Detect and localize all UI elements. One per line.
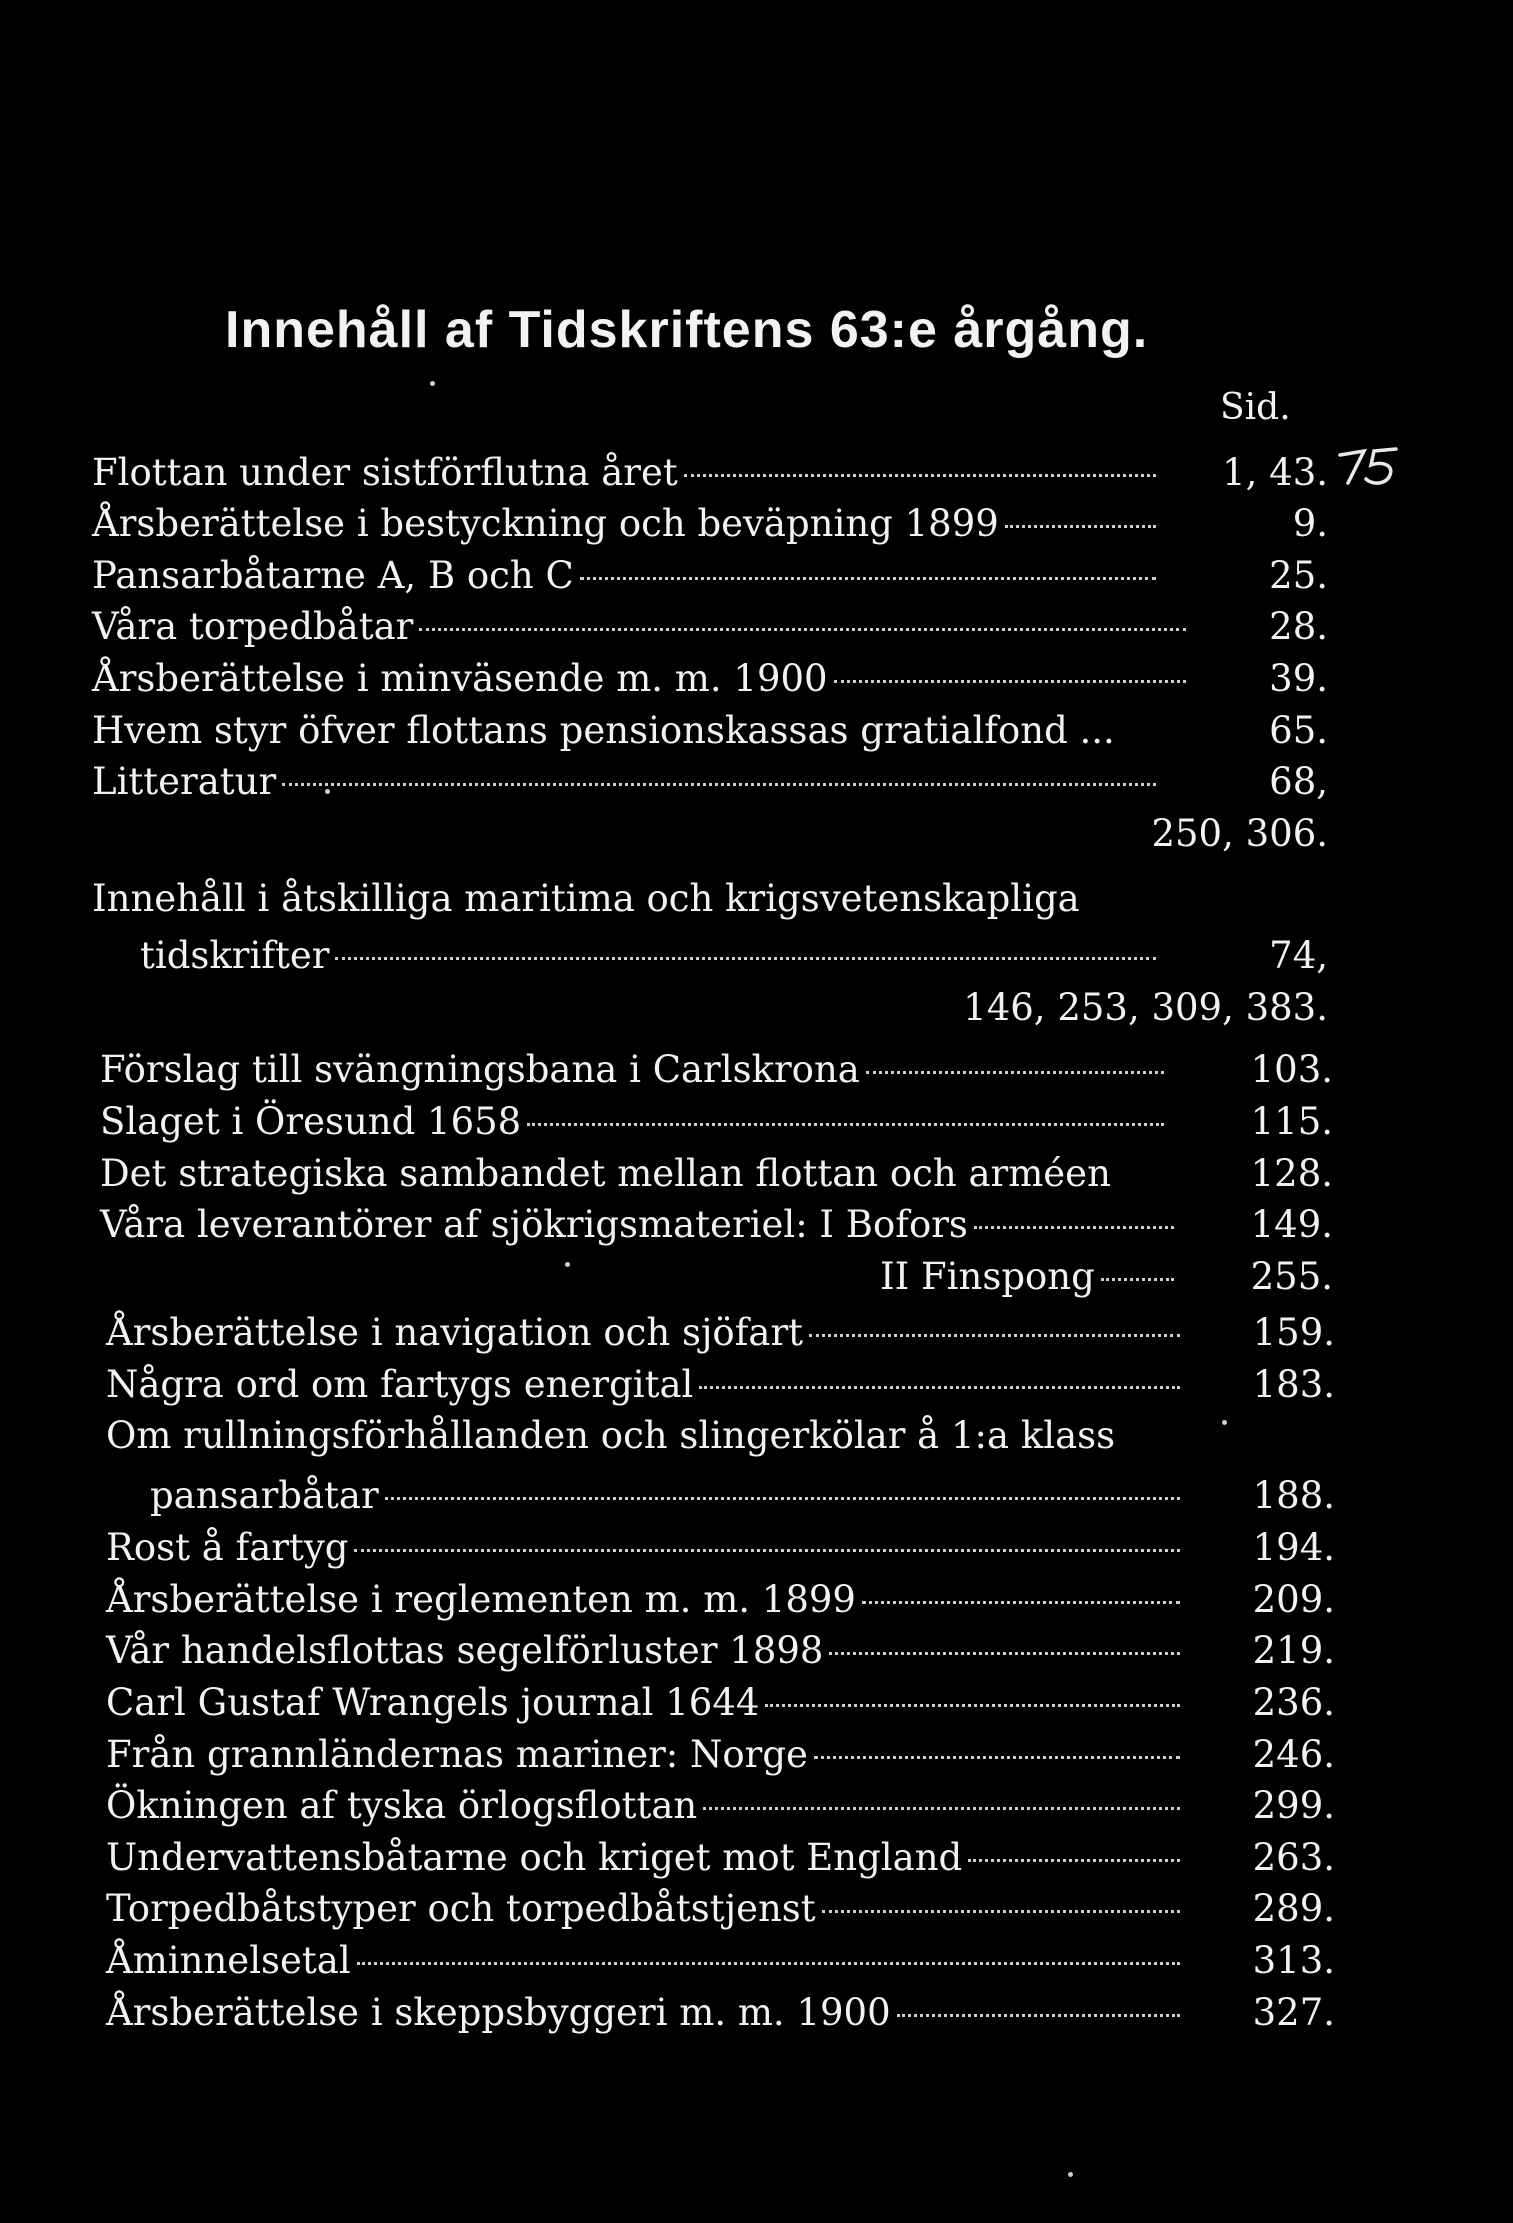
- dot-leader: [829, 1652, 1180, 1655]
- dot-leader: [897, 2014, 1180, 2017]
- toc-entry-3: Pansarbåtarne A, B och C: [92, 551, 1162, 601]
- toc-entry-6: Hvem styr öfver flottans pensionskassas gratialfond ...: [92, 709, 1115, 752]
- toc-page-11: 128.: [1250, 1152, 1333, 1195]
- dot-leader: [809, 1334, 1180, 1337]
- dot-leader: [419, 628, 1186, 631]
- toc-entry-8: Innehåll i åtskilliga maritima och krigsvetenskapliga: [92, 877, 1080, 920]
- dot-leader: [866, 1071, 1164, 1074]
- print-speck: [1222, 1420, 1227, 1425]
- toc-entry-20: Från grannländernas mariner: Norge: [106, 1730, 1186, 1780]
- toc-entry-4: Våra torpedbåtar: [92, 602, 1192, 652]
- dot-leader: [527, 1123, 1164, 1126]
- toc-entry-13: Årsberättelse i navigation och sjöfart: [106, 1308, 1186, 1358]
- toc-entry-5: Årsberättelse i minväsende m. m. 1900: [92, 654, 1192, 704]
- toc-page-24: 313.: [1252, 1939, 1335, 1982]
- dot-leader: [699, 1386, 1180, 1389]
- toc-page-1: 1, 43.: [1222, 451, 1328, 494]
- toc-entry-23: Torpedbåtstyper och torpedbåtstjenst: [106, 1884, 1186, 1934]
- toc-entry-19: Carl Gustaf Wrangels journal 1644: [106, 1678, 1186, 1728]
- toc-page-25: 327.: [1252, 1991, 1335, 2034]
- print-speck: [1068, 2172, 1073, 2177]
- toc-page-21: 299.: [1252, 1784, 1335, 1827]
- dot-leader: [814, 1756, 1180, 1759]
- dot-leader: [1005, 525, 1156, 528]
- dot-leader: [968, 1859, 1180, 1862]
- dot-leader: [974, 1226, 1174, 1229]
- toc-entry-12-continued: II Finspong: [880, 1252, 1180, 1302]
- dot-leader: [684, 474, 1156, 477]
- toc-page-20: 246.: [1252, 1733, 1335, 1776]
- dot-leader: [862, 1601, 1180, 1604]
- dot-leader: [1101, 1278, 1174, 1281]
- toc-page-10: 115.: [1250, 1100, 1333, 1143]
- toc-page-12-continued: 255.: [1250, 1255, 1333, 1298]
- toc-page-19: 236.: [1252, 1681, 1335, 1724]
- toc-entry-16: Rost å fartyg: [106, 1523, 1186, 1573]
- toc-page-23: 289.: [1252, 1887, 1335, 1930]
- toc-page-8: 74,: [1269, 934, 1328, 977]
- toc-entry-11: Det strategiska sambandet mellan flottan och arméen: [100, 1152, 1111, 1195]
- toc-entry-25: Årsberättelse i skeppsbyggeri m. m. 1900: [106, 1988, 1186, 2038]
- toc-page-2: 9.: [1292, 502, 1328, 545]
- toc-page-18: 219.: [1252, 1629, 1335, 1672]
- toc-entry-7: Litteratur: [92, 757, 1162, 807]
- dot-leader: [282, 783, 1156, 786]
- toc-entry-8-continued: tidskrifter: [140, 931, 1162, 981]
- toc-entry-10: Slaget i Öresund 1658: [100, 1097, 1170, 1147]
- toc-page-3: 25.: [1269, 554, 1328, 597]
- toc-page-13: 159.: [1252, 1311, 1335, 1354]
- dot-leader: [834, 680, 1186, 683]
- print-speck: [325, 789, 330, 794]
- dot-leader: [580, 577, 1156, 580]
- toc-entry-2: Årsberättelse i bestyckning och beväpning 1899: [92, 499, 1162, 549]
- dot-leader: [703, 1807, 1180, 1810]
- toc-page-9: 103.: [1250, 1048, 1333, 1091]
- toc-entry-12: Våra leverantörer af sjökrigsmateriel: I Bofors: [100, 1200, 1180, 1250]
- dot-leader: [822, 1910, 1180, 1913]
- toc-entry-24: Åminnelsetal: [106, 1936, 1186, 1986]
- dot-leader: [357, 1962, 1180, 1965]
- toc-page-22: 263.: [1252, 1836, 1335, 1879]
- page-column-header: Sid.: [1220, 387, 1291, 428]
- toc-entry-22: Undervattensbåtarne och kriget mot England: [106, 1833, 1186, 1883]
- dot-leader: [385, 1497, 1180, 1500]
- toc-page-4: 28.: [1269, 605, 1328, 648]
- dot-leader: [335, 957, 1156, 960]
- toc-entry-15-continued: pansarbåtar: [150, 1471, 1186, 1521]
- page-title: Innehåll af Tidskriftens 63:e årgång.: [225, 301, 1149, 359]
- print-speck: [565, 1262, 570, 1267]
- dot-leader: [354, 1549, 1180, 1552]
- toc-page-12: 149.: [1250, 1203, 1333, 1246]
- toc-page-7-continued: 250, 306.: [1151, 812, 1328, 855]
- dot-leader: [765, 1704, 1180, 1707]
- toc-entry-18: Vår handelsflottas segelförluster 1898: [106, 1626, 1186, 1676]
- print-speck: [430, 381, 435, 386]
- toc-entry-9: Förslag till svängningsbana i Carlskrona: [100, 1045, 1170, 1095]
- toc-page-5: 39.: [1269, 657, 1328, 700]
- toc-entry-21: Ökningen af tyska örlogsflottan: [106, 1781, 1186, 1831]
- toc-entry-17: Årsberättelse i reglementen m. m. 1899: [106, 1575, 1186, 1625]
- toc-page-8-continued: 146, 253, 309, 383.: [963, 986, 1328, 1029]
- toc-page-17: 209.: [1252, 1578, 1335, 1621]
- toc-page-16: 194.: [1252, 1526, 1335, 1569]
- handwritten-annotation: [1334, 445, 1404, 490]
- toc-page-7: 68,: [1269, 760, 1328, 803]
- toc-entry-1: Flottan under sistförflutna året: [92, 448, 1162, 498]
- toc-page-6: 65.: [1269, 709, 1328, 752]
- toc-page-15: 188.: [1252, 1474, 1335, 1517]
- toc-entry-14: Några ord om fartygs energital: [106, 1360, 1186, 1410]
- toc-entry-15: Om rullningsförhållanden och slingerkölar å 1:a klass: [106, 1414, 1116, 1457]
- toc-page-14: 183.: [1252, 1363, 1335, 1406]
